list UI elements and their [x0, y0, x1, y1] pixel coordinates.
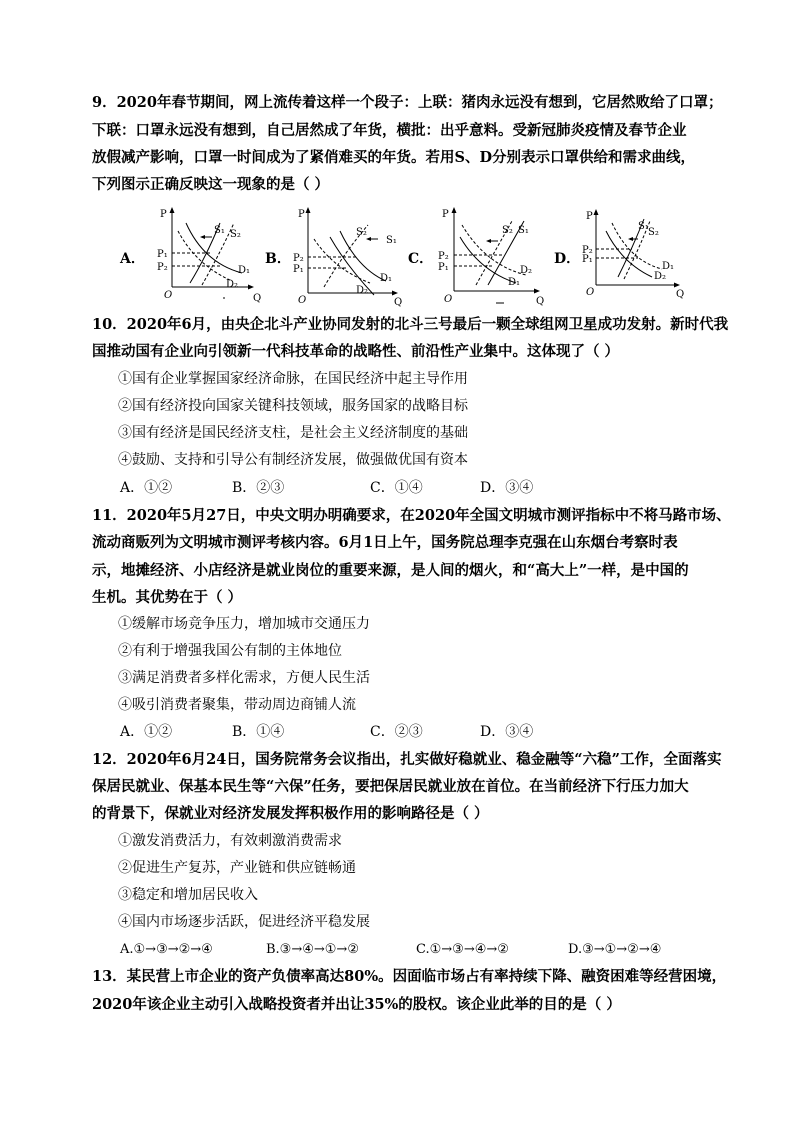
curve-d1-label: D₁ — [380, 273, 393, 284]
q10-line-1: 10．2020年6月，由央企北斗产业协同发射的北斗三号最后一颗全球组网卫星成功发射。新时代我 — [92, 316, 729, 333]
q10-option-3: ③国有经济是国民经济支柱，是社会主义经济制度的基础 — [118, 425, 468, 441]
price-tick-upper: P₂ — [582, 245, 593, 256]
q12-choices — [118, 941, 718, 959]
curve-d1-label: D₁ — [238, 265, 251, 276]
q12-line-1: 12．2020年6月24日，国务院常务会议指出，扎实做好稳就业、稳金融等“六稳”工作，全面落实 — [92, 751, 722, 768]
q12-choice-c[interactable]: C.①→③→④→② — [416, 942, 509, 957]
axis-p-label: P — [586, 211, 593, 222]
price-tick-lower: P₁ — [293, 264, 304, 275]
axis-p-label: P — [298, 209, 305, 220]
q10-choice-d[interactable]: D．③④ — [480, 480, 534, 496]
q9-line-2: 下联：口罩永远没有想到，自己居然成了年货，横批：出乎意料。受新冠肺炎疫情及春节企业 — [92, 122, 687, 139]
origin-label: O — [444, 294, 453, 305]
curve-d2-label: D₂ — [226, 279, 239, 290]
chart-c-letter: C． — [408, 251, 434, 267]
q10-choices — [118, 479, 718, 497]
q12-choice-a[interactable]: A.①→③→②→④ — [120, 942, 213, 957]
q11-choices — [118, 723, 718, 741]
origin-label: O — [164, 290, 173, 301]
q11-option-1: ①缓解市场竞争压力，增加城市交通压力 — [118, 616, 370, 632]
axis-p-label: P — [160, 209, 167, 220]
curve-s2-label: S₂ — [648, 227, 659, 238]
chart-c — [432, 205, 545, 307]
price-tick-upper: P₂ — [293, 253, 304, 264]
axis-q-label: Q — [394, 297, 403, 308]
q11-choice-d[interactable]: D．③④ — [480, 724, 534, 740]
q10-option-1: ①国有企业掌握国家经济命脉，在国民经济中起主导作用 — [118, 371, 468, 387]
price-tick-lower: P₁ — [438, 262, 449, 273]
q10-option-2: ②国有经济投向国家关键科技领域，服务国家的战略目标 — [118, 398, 468, 414]
curve-d2-label: D₂ — [654, 271, 667, 282]
axis-p-label: P — [442, 209, 449, 220]
q10-choice-a[interactable]: A．①② — [120, 480, 173, 496]
chart-a — [150, 205, 260, 305]
q11-option-2: ②有利于增强我国公有制的主体地位 — [118, 643, 342, 659]
curve-s1-label: S₁ — [214, 225, 225, 236]
q10-option-4: ④鼓励、支持和引导公有制经济发展，做强做优国有资本 — [118, 452, 468, 468]
chart-d-letter: D． — [554, 251, 581, 267]
axis-q-label: Q — [253, 293, 262, 304]
axis-q-label: Q — [676, 289, 685, 300]
q11-line-3: 示，地摊经济、小店经济是就业岗位的重要来源，是人间的烟火，和“高大上”一样，是中国的 — [92, 562, 689, 579]
q12-option-3: ③稳定和增加居民收入 — [118, 887, 258, 903]
curve-s1-label: S₁ — [386, 235, 397, 246]
q9-line-3: 放假减产影响，口罩一时间成为了紧俏难买的年货。若用S、D分别表示口罩供给和需求曲线， — [92, 149, 696, 166]
q11-option-3: ③满足消费者多样化需求，方便人民生活 — [118, 670, 370, 686]
q9-line-1: 9．2020年春节期间，网上流传着这样一个段子：上联：猪肉永远没有想到，它居然败给了口罩； — [92, 94, 723, 111]
curve-s1-label: S₁ — [638, 221, 649, 232]
q11-line-2: 流动商贩列为文明城市测评考核内容。6月1日上午，国务院总理李克强在山东烟台考察时表 — [92, 534, 678, 551]
origin-label: O — [298, 295, 307, 306]
q13-line-1: 13．某民营上市企业的资产负债率高达80%。因面临市场占有率持续下降、融资困难等经营困境， — [92, 968, 727, 985]
q11-choice-b[interactable]: B．①④ — [232, 724, 285, 740]
curve-d2-label: D₂ — [520, 265, 533, 276]
curve-s1-label: S₁ — [518, 225, 529, 236]
q11-choice-a[interactable]: A．①② — [120, 724, 173, 740]
q13-line-2: 2020年该企业主动引入战略投资者并出让35%的股权。该企业此举的目的是（ ） — [92, 996, 621, 1013]
price-tick-upper: P₂ — [438, 251, 449, 262]
price-tick-lower: P₁ — [582, 254, 593, 265]
q10-choice-c[interactable]: C．①④ — [370, 480, 423, 496]
q11-line-4: 生机。其优势在于（ ） — [92, 589, 243, 606]
q12-option-2: ②促进生产复苏，产业链和供应链畅通 — [118, 860, 356, 876]
q9-line-4: 下列图示正确反映这一现象的是（ ） — [92, 176, 330, 193]
price-tick-lower: P₂ — [157, 262, 168, 273]
q12-choice-b[interactable]: B.③→④→①→② — [266, 942, 359, 957]
chart-d — [578, 205, 688, 305]
q12-line-3: 的背景下，保就业对经济发展发挥积极作用的影响路径是（ ） — [92, 805, 489, 822]
q12-line-2: 保居民就业、保基本民生等“六保”任务，要把保居民就业放在首位。在当前经济下行压力加大 — [92, 778, 689, 795]
chart-b-letter: B． — [265, 251, 291, 267]
q11-line-1: 11．2020年5月27日，中央文明办明确要求，在2020年全国文明城市测评指标中不将马路市场、 — [92, 507, 731, 524]
curve-s2-label: S₂ — [230, 229, 241, 240]
q11-choice-c[interactable]: C．②③ — [370, 724, 423, 740]
q12-choice-d[interactable]: D.③→①→②→④ — [568, 942, 662, 957]
curve-d2-label: D₂ — [356, 285, 369, 296]
q10-choice-b[interactable]: B．②③ — [232, 480, 285, 496]
q10-line-2: 国推动国有企业向引领新一代科技革命的战略性、前沿性产业集中。这体现了（ ） — [92, 343, 620, 360]
price-tick-upper: P₁ — [157, 249, 168, 260]
curve-s2-label: S₂ — [502, 225, 513, 236]
curve-d1-label: D₁ — [508, 277, 521, 288]
curve-d1-label: D₁ — [662, 261, 675, 272]
axis-q-label: Q — [536, 296, 545, 307]
q12-option-1: ①激发消费活力，有效刺激消费需求 — [118, 833, 342, 849]
origin-label: O — [586, 287, 595, 298]
q11-option-4: ④吸引消费者聚集，带动周边商铺人流 — [118, 697, 356, 713]
chart-b — [290, 205, 403, 308]
curve-s2-label: S₂ — [356, 227, 367, 238]
q12-option-4: ④国内市场逐步活跃，促进经济平稳发展 — [118, 914, 370, 930]
chart-a-letter: A． — [120, 251, 145, 267]
